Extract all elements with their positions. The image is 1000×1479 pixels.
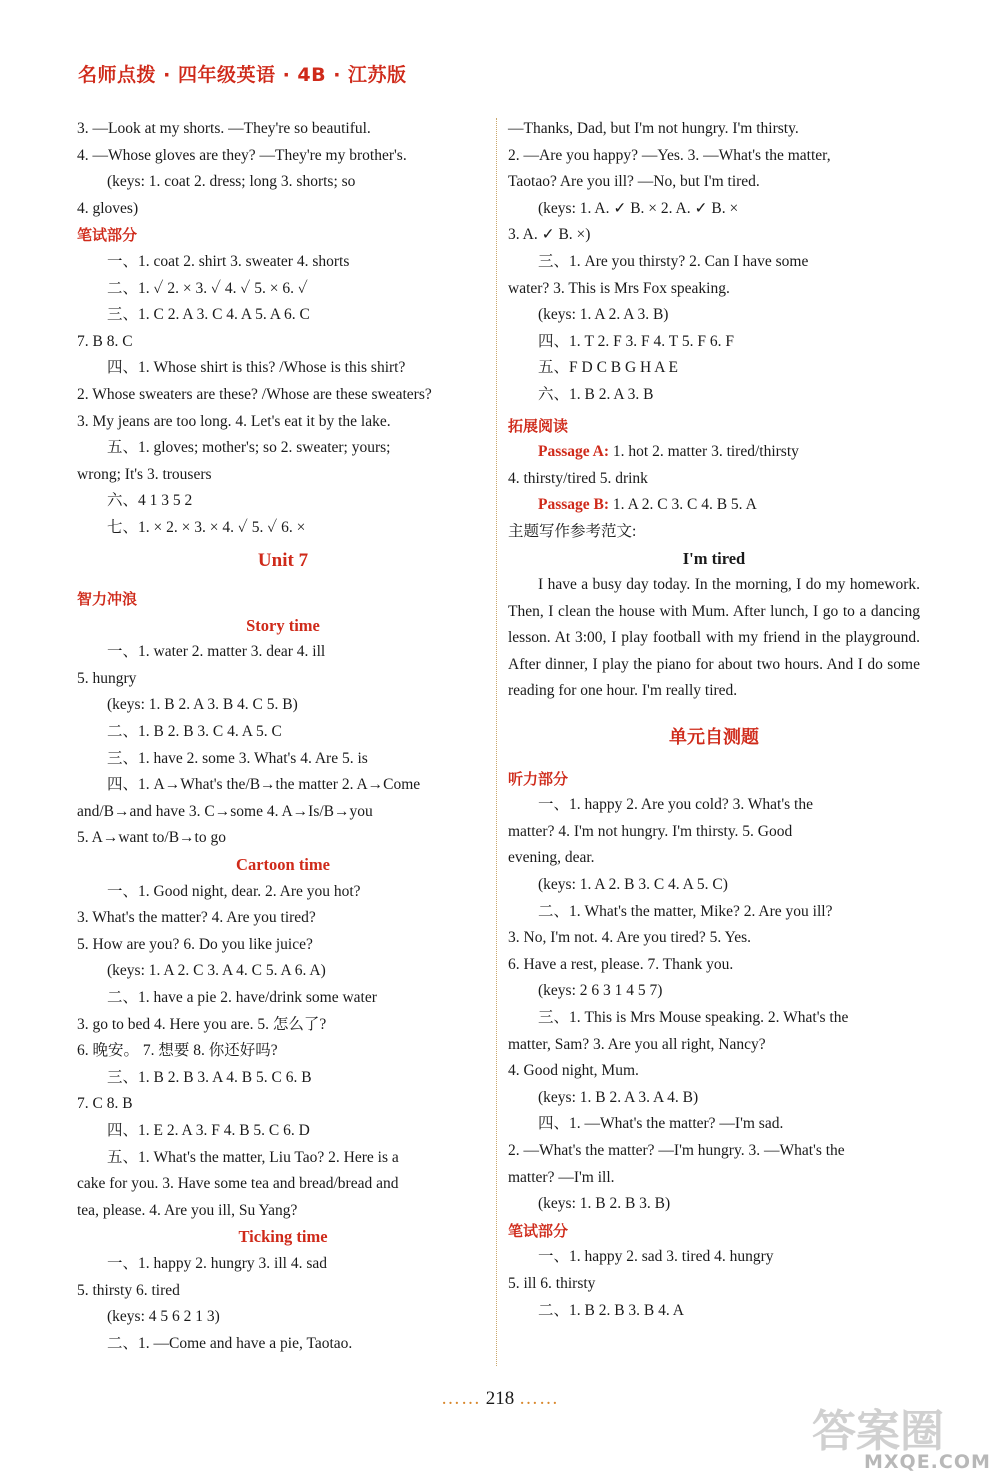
- essay-body: I have a busy day today. In the morning, I do my homework. Then, I clean the house with Mum. After lunch, I go to a dancing lesson. At 3:00, I play football with my friend in the playground. After dinner, I play the piano for about two hours. And I do some reading for one hour. I'm really tired.: [508, 576, 920, 700]
- answer-line: matter? —I'm ill.: [508, 1168, 615, 1186]
- answer-line: 一、1. happy 2. sad 3. tired 4. hungry: [538, 1248, 774, 1266]
- passage-b-label: Passage B:: [538, 496, 610, 514]
- passage-a-answers: [508, 439, 920, 466]
- answer-line: 二、1. —Come and have a pie, Taotao.: [107, 1334, 353, 1352]
- passage-a-text: 1. hot 2. matter 3. tired/thirsty: [609, 443, 799, 461]
- answer-line: water? 3. This is Mrs Fox speaking.: [508, 279, 730, 297]
- answer-line: 二、1. B 2. B 3. B 4. A: [538, 1301, 684, 1319]
- answer-line: 6. 晚安。 7. 想要 8. 你还好吗?: [77, 1042, 278, 1060]
- answer-line: 7. C 8. B: [77, 1095, 133, 1113]
- page-header-title: 名师点拨 · 四年级英语 · 4B · 江苏版: [78, 64, 407, 86]
- answer-line: 四、1. T 2. F 3. F 4. T 5. F 6. F: [538, 332, 734, 350]
- answer-line: Taotao? Are you ill? —No, but I'm tired.: [508, 173, 760, 191]
- answer-keys: (keys: 1. A 2. C 3. A 4. C 5. A 6. A): [107, 962, 326, 980]
- answer-line: 二、1. What's the matter, Mike? 2. Are you ill?: [538, 902, 833, 920]
- answer-line: wrong; It's 3. trousers: [77, 465, 212, 483]
- answer-line: 五、F D C B G H A E: [538, 359, 678, 377]
- answer-line: 4. thirsty/tired 5. drink: [508, 469, 648, 487]
- answer-line: 4. gloves): [77, 199, 139, 217]
- answer-line: 2. —Are you happy? —Yes. 3. —What's the matter,: [508, 146, 831, 164]
- subheading-ticking-time: Ticking time: [238, 1227, 328, 1247]
- answer-line: 五、1. What's the matter, Liu Tao? 2. Here is a: [107, 1148, 399, 1166]
- footer-dots-left: ……: [441, 1388, 481, 1409]
- column-divider: [496, 118, 497, 1366]
- right-column: [508, 116, 920, 1324]
- answer-line: 四、1. —What's the matter? —I'm sad.: [538, 1115, 784, 1133]
- answer-line: evening, dear.: [508, 849, 595, 867]
- writing-prompt-label: 主题写作参考范文:: [508, 522, 637, 540]
- watermark-logo-text: 答案圈: [812, 1406, 944, 1457]
- watermark-url: MXQE.COM: [864, 1451, 991, 1473]
- answer-line: 二、1. have a pie 2. have/drink some water: [107, 989, 377, 1006]
- answer-line: 3. No, I'm not. 4. Are you tired? 5. Yes.: [508, 929, 752, 947]
- answer-line: 二、1. ✓ 2. × 3. ✓ 4. ✓ 5. × 6. ✓: [107, 279, 308, 297]
- passage-b-text: 1. A 2. C 3. C 4. B 5. A: [609, 496, 757, 514]
- subheading-story-time: Story time: [246, 615, 320, 635]
- answer-line: 六、4 1 3 5 2: [107, 492, 193, 510]
- answer-line: 7. B 8. C: [77, 332, 133, 350]
- answer-keys: (keys: 1. B 2. A 3. A 4. B): [538, 1088, 699, 1106]
- unit-heading: Unit 7: [257, 549, 309, 571]
- answer-line: 三、1. Are you thirsty? 2. Can I have some: [538, 252, 809, 270]
- answer-line: matter, Sam? 3. Are you all right, Nancy?: [508, 1035, 766, 1053]
- answer-line: 一、1. happy 2. Are you cold? 3. What's the: [538, 796, 813, 814]
- answer-line: 3. A. ✓ B. ×): [508, 226, 591, 244]
- answer-line: and/B→and have 3. C→some 4. A→Is/B→you: [77, 802, 373, 820]
- answer-line: 一、1. happy 2. hungry 3. ill 4. sad: [107, 1254, 327, 1272]
- section-heading-brain: 智力冲浪: [77, 590, 138, 609]
- section-heading-written: 笔试部分: [77, 226, 138, 245]
- answer-line: 5. How are you? 6. Do you like juice?: [77, 935, 313, 953]
- answer-line: matter? 4. I'm not hungry. I'm thirsty. 5. Good: [508, 822, 793, 840]
- answer-keys: (keys: 2 6 3 1 4 5 7): [538, 982, 663, 1000]
- footer-dots-right: ……: [519, 1388, 559, 1409]
- unit-self-test-heading: 单元自测题: [669, 727, 759, 749]
- answer-line: 一、1. water 2. matter 3. dear 4. ill: [107, 643, 326, 661]
- passage-a-label: Passage A:: [538, 443, 610, 461]
- answer-line: 四、1. Whose shirt is this? /Whose is this shirt?: [107, 359, 406, 377]
- answer-line: 5. thirsty 6. tired: [77, 1281, 180, 1299]
- answer-line: 三、1. This is Mrs Mouse speaking. 2. What's the: [538, 1009, 849, 1026]
- answer-line: 3. —Look at my shorts. —They're so beautiful.: [77, 120, 371, 137]
- answer-line: 3. What's the matter? 4. Are you tired?: [77, 909, 316, 927]
- answer-line: 4. —Whose gloves are they? —They're my brother's.: [77, 146, 407, 164]
- answer-line: 3. My jeans are too long. 4. Let's eat it by the lake.: [77, 412, 391, 430]
- left-column: [77, 116, 489, 1357]
- answer-line: 二、1. B 2. B 3. C 4. A 5. C: [107, 723, 282, 741]
- answer-keys: (keys: 1. A 2. A 3. B): [538, 306, 669, 324]
- answer-line: 三、1. C 2. A 3. C 4. A 5. A 6. C: [107, 306, 310, 324]
- answer-line: 5. ill 6. thirsty: [508, 1274, 596, 1292]
- answer-line: 三、1. have 2. some 3. What's 4. Are 5. is: [107, 749, 368, 767]
- answer-line: 四、1. A→What's the/B→the matter 2. A→Come: [107, 776, 421, 794]
- answer-line: tea, please. 4. Are you ill, Su Yang?: [77, 1201, 298, 1219]
- page-number: 218: [485, 1388, 515, 1409]
- answer-line: 三、1. B 2. B 3. A 4. B 5. C 6. B: [107, 1068, 312, 1086]
- essay-title: I'm tired: [682, 548, 746, 568]
- answer-keys: (keys: 1. A. ✓ B. × 2. A. ✓ B. ×: [538, 199, 739, 217]
- answer-line: 七、1. × 2. × 3. × 4. ✓ 5. ✓ 6. ×: [107, 518, 306, 536]
- answer-keys: (keys: 1. A 2. B 3. C 4. A 5. C): [538, 876, 728, 894]
- answer-keys: (keys: 4 5 6 2 1 3): [107, 1308, 220, 1326]
- section-heading-written: 笔试部分: [508, 1221, 569, 1240]
- answer-line: 6. Have a rest, please. 7. Thank you.: [508, 955, 734, 973]
- answer-line: 2. Whose sweaters are these? /Whose are these sweaters?: [77, 385, 432, 403]
- answer-line: 3. go to bed 4. Here you are. 5. 怎么了?: [77, 1015, 327, 1033]
- answer-line: —Thanks, Dad, but I'm not hungry. I'm thirsty.: [508, 120, 799, 137]
- answer-line: 5. A→want to/B→to go: [77, 829, 226, 847]
- answer-line: 五、1. gloves; mother's; so 2. sweater; yours;: [107, 439, 391, 457]
- subheading-cartoon-time: Cartoon time: [236, 855, 330, 875]
- section-heading-listening: 听力部分: [508, 769, 569, 788]
- answer-keys: (keys: 1. coat 2. dress; long 3. shorts; so: [107, 173, 356, 191]
- answer-line: 4. Good night, Mum.: [508, 1062, 639, 1080]
- answer-line: 六、1. B 2. A 3. B: [538, 385, 654, 403]
- section-heading-extended-reading: 拓展阅读: [508, 416, 569, 435]
- answer-line: 一、1. coat 2. shirt 3. sweater 4. shorts: [107, 252, 350, 270]
- answer-line: 5. hungry: [77, 669, 137, 687]
- answer-line: 一、1. Good night, dear. 2. Are you hot?: [107, 882, 361, 900]
- passage-b-answers: [508, 492, 920, 519]
- answer-line: 四、1. E 2. A 3. F 4. B 5. C 6. D: [107, 1121, 310, 1139]
- answer-keys: (keys: 1. B 2. B 3. B): [538, 1195, 671, 1213]
- answer-line: 2. —What's the matter? —I'm hungry. 3. —What's the: [508, 1141, 845, 1159]
- answer-keys: (keys: 1. B 2. A 3. B 4. C 5. B): [107, 696, 298, 714]
- answer-line: cake for you. 3. Have some tea and bread/bread and: [77, 1175, 399, 1193]
